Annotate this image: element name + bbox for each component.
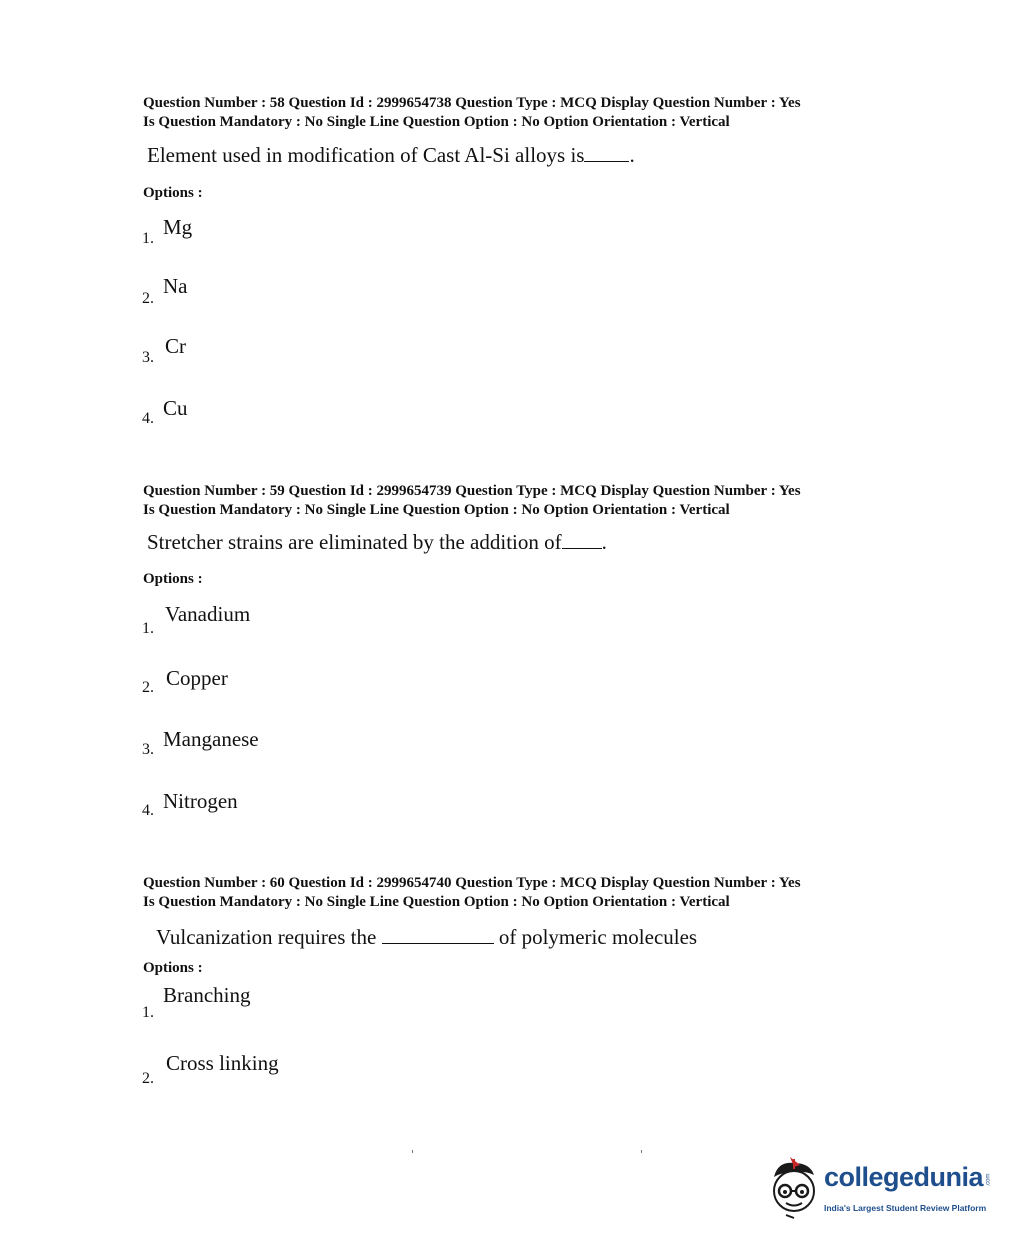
question-59-meta [143,482,801,520]
question-59-text [147,530,607,555]
option-number: 4. [142,802,154,819]
question-text-before: Element used in modification of Cast Al-Si alloys is [147,143,585,167]
option-text: Vanadium [165,602,251,626]
answer-blank [562,531,602,549]
student-mascot-icon [764,1155,826,1223]
options-label: Options : [143,960,203,976]
option-number: 1. [142,230,154,247]
option-text: Cross linking [166,1051,279,1075]
question-meta-line-2: Is Question Mandatory : No Single Line Question Option : No Option Orientation : Vertical [143,114,730,130]
question-58-text [147,143,635,168]
collegedunia-logo [764,1155,994,1223]
scan-artifact [641,1150,642,1153]
option-text: Cr [165,334,186,358]
answer-blank [382,926,494,944]
option-text: Nitrogen [163,789,238,813]
option-number: 1. [142,620,154,637]
question-text-before: Vulcanization requires the [156,925,377,949]
question-60-text [156,925,697,950]
question-meta-line-1: Question Number : 60 Question Id : 2999654740 Question Type : MCQ Display Question Number : Yes [143,875,801,891]
option-number: 3. [142,349,154,366]
question-text-before: Stretcher strains are eliminated by the addition of [147,530,562,554]
option-text: Mg [163,215,193,239]
scan-artifact [412,1150,413,1153]
question-meta-line-2: Is Question Mandatory : No Single Line Question Option : No Option Orientation : Vertical [143,502,730,518]
question-60-meta [143,874,801,912]
answer-blank [584,144,629,162]
brand-name: collegedunia [824,1162,984,1192]
option-text: Manganese [163,727,259,751]
option-number: 3. [142,741,154,758]
option-number: 4. [142,410,154,427]
question-text-after: . [629,143,635,167]
option-text: Na [163,274,188,298]
options-label: Options : [143,571,203,587]
option-text: Copper [166,666,228,690]
option-number: 2. [142,290,154,307]
option-number: 2. [142,1070,154,1087]
question-58-meta [143,94,801,132]
option-text: Branching [163,983,251,1007]
question-meta-line-1: Question Number : 58 Question Id : 2999654738 Question Type : MCQ Display Question Number : Yes [143,95,801,111]
option-number: 2. [142,679,154,696]
brand-tagline: India's Largest Student Review Platform [824,1203,987,1213]
question-text-after: . [601,530,607,554]
option-number: 1. [142,1004,154,1021]
option-text: Cu [163,396,188,420]
brand-domain-suffix: .com [985,1173,992,1187]
question-meta-line-2: Is Question Mandatory : No Single Line Question Option : No Option Orientation : Vertical [143,894,730,910]
question-meta-line-1: Question Number : 59 Question Id : 2999654739 Question Type : MCQ Display Question Number : Yes [143,483,801,499]
question-text-after: of polymeric molecules [498,925,698,949]
options-label: Options : [143,185,203,201]
